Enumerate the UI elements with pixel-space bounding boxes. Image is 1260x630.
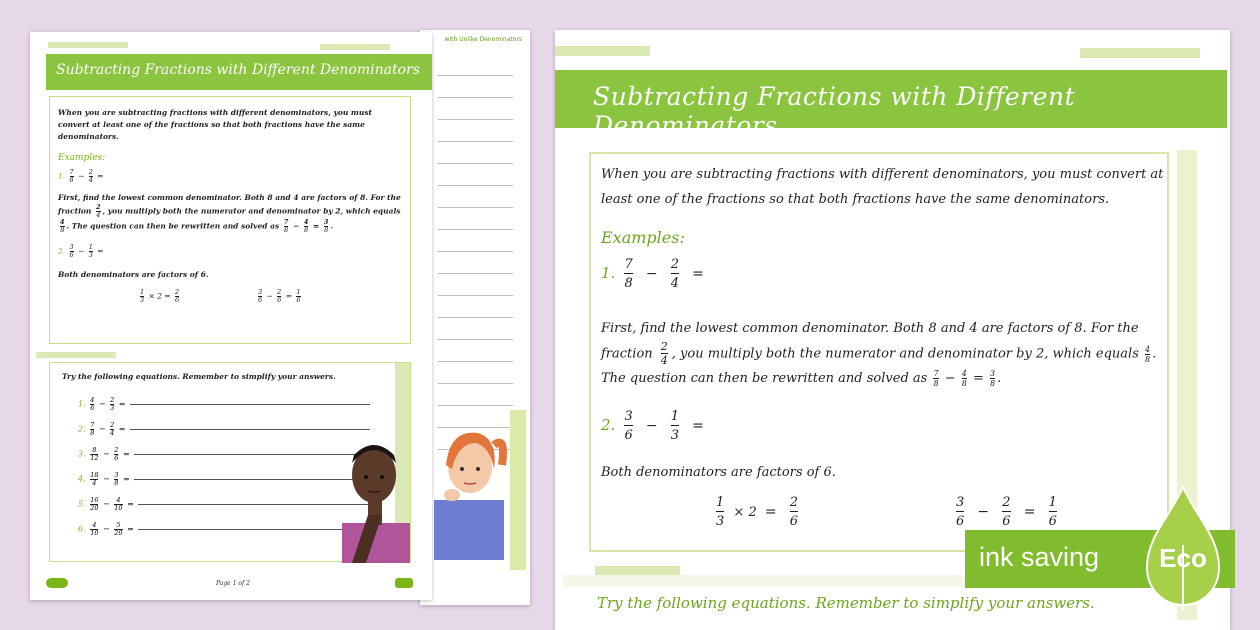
answer-line [438, 273, 513, 274]
large-worked-equation-2: $\frac{3}{6}$ − $\frac{2}{6}$ = $\frac{1}{6}$ [956, 495, 1057, 529]
small-try-text: Try the following equations. Remember to simplify your answers. [62, 372, 336, 381]
answer-line [438, 405, 513, 406]
answer-line [438, 97, 513, 98]
small-intro: When you are subtracting fractions with different denominators, you must convert at least one of the fractions so that both fractions have the same denominators. [58, 108, 373, 141]
large-fraction: $\frac{2}{4}$ [670, 257, 680, 291]
answer-line [438, 185, 513, 186]
large-worked-equation-1: $\frac{1}{3}$ × $2 = \frac{2}{6}$ [716, 495, 799, 529]
large-title-bar [555, 70, 1227, 140]
small-fraction: $\frac{4}{8}$ [60, 218, 65, 234]
large-fraction: $\frac{7}{8}$ [624, 257, 633, 291]
small-ex1-num: 1. [58, 171, 66, 181]
answer-line [438, 361, 513, 362]
exercise-row: 3. $\frac{8}{12}$ − $\frac{2}{6}$ = [78, 447, 374, 462]
large-try-text: Try the following equations. Remember to simplify your answers. [597, 594, 1095, 612]
answer-line[interactable] [130, 404, 370, 405]
large-intro-line-1: When you are subtracting fractions with different denominators, you must convert at [601, 167, 1164, 182]
footer-badge-icon [395, 578, 413, 588]
answer-line [438, 75, 513, 76]
small-example-2: 2. $\frac{3}{6}$ − $\frac{1}{3}$ = [58, 243, 104, 259]
answer-line [438, 207, 513, 208]
ink-saving-label: ink saving [979, 542, 1100, 572]
back-sheet-header: with Unlike Denominators [444, 36, 522, 43]
small-fraction: $\frac{4}{8}$ [303, 218, 309, 234]
eco-ink-saving-badge [965, 485, 1235, 625]
answer-line [438, 119, 513, 120]
answer-line [438, 229, 513, 230]
back-sheet-deco [510, 410, 526, 570]
large-both-text: Both denominators are factors of 6. [601, 465, 836, 480]
answer-line [438, 295, 513, 296]
large-fraction: $\frac{7}{8}$ [933, 369, 939, 388]
large-deco-tab [555, 46, 650, 56]
small-fraction: $\frac{7}{8}$ [69, 168, 74, 184]
large-deco-tab [1080, 48, 1200, 58]
exercise-row: 6. $\frac{4}{10}$ − $\frac{5}{20}$ = [78, 522, 378, 537]
large-fraction: $\frac{2}{4}$ [660, 340, 668, 367]
large-title: Subtracting Fractions with Different Denominators [593, 82, 1076, 140]
large-fraction: $\frac{4}{8}$ [1145, 344, 1151, 364]
large-examples-label: Examples: [601, 228, 685, 247]
small-deco-tab [320, 44, 390, 50]
eco-label: Eco [1159, 543, 1207, 573]
small-fraction: $\frac{2}{4}$ [96, 203, 101, 219]
small-worksheet-page [30, 32, 432, 600]
answer-line [438, 317, 513, 318]
small-example-1: 1. $\frac{7}{8}$ − $\frac{2}{4}$ = [58, 168, 104, 184]
small-explanation: First, find the lowest common denominator. Both 8 and 4 are factors of 8. For the fraction $\frac{2}{4}$ , you multiply both the numerator and denominator by 2, which equals $\frac{4}{8}$ . The question can then be rewritten and solved as $\frac{7}{8}$ − $\frac{4}{8}$ = $\frac{3}{8}$ . [58, 193, 401, 234]
small-deco-tab [48, 42, 128, 48]
small-fraction: $\frac{3}{6}$ [69, 243, 74, 259]
small-exercise-box [49, 362, 411, 562]
small-fraction: $\frac{3}{8}$ [323, 218, 329, 234]
answer-line [438, 251, 513, 252]
large-fraction: $\frac{1}{3}$ [670, 409, 680, 443]
small-fraction: $\frac{2}{4}$ [88, 168, 93, 184]
student-illustration [338, 433, 410, 563]
exercise-row: 2. $\frac{7}{8}$ − $\frac{2}{4}$ = [78, 422, 370, 437]
answer-line [438, 163, 513, 164]
large-example-2: 2. $\frac{3}{6}$ − $\frac{1}{3}$ = [601, 409, 704, 443]
answer-line [438, 339, 513, 340]
large-ex1-num: 1. [601, 264, 616, 282]
small-title-bar [46, 54, 432, 90]
small-deco-strip [36, 352, 116, 358]
large-explain-line-3: The question can then be rewritten and solved as $\frac{7}{8}$ − $\frac{4}{8}$ = $\frac{3}{8}$ . [601, 369, 1002, 388]
large-fraction: $\frac{4}{8}$ [961, 369, 967, 388]
page-number: Page 1 of 2 [216, 580, 250, 587]
small-examples-label: Examples: [58, 153, 106, 163]
small-instructions-box [49, 96, 411, 344]
large-example-1: 1. $\frac{7}{8}$ − $\frac{2}{4}$ = [601, 257, 704, 291]
small-title: Subtracting Fractions with Different Denominators [56, 62, 420, 78]
large-explain-line-1: First, find the lowest common denominator. Both 8 and 4 are factors of 8. For the [601, 321, 1139, 336]
exercise-row: 4. $\frac{18}{4}$ − $\frac{3}{8}$ = [78, 472, 374, 487]
twinkl-logo [46, 578, 68, 588]
small-footer [30, 570, 432, 600]
exercise-row: 5. $\frac{16}{20}$ − $\frac{4}{10}$ = [78, 497, 378, 512]
answer-line [438, 141, 513, 142]
answer-line[interactable] [130, 429, 370, 430]
large-ex2-num: 2. [601, 416, 616, 434]
large-explain-line-2: fraction $\frac{2}{4}$ , you multiply both the numerator and denominator by 2, which equals $\frac{4}{8}$ . [601, 340, 1157, 367]
small-fraction: $\frac{7}{8}$ [283, 218, 289, 234]
small-both-text: Both denominators are factors of 6. [58, 270, 209, 279]
exercise-row: 1. $\frac{4}{6}$ − $\frac{2}{3}$ = [78, 397, 370, 412]
answer-line [438, 383, 513, 384]
large-fraction: $\frac{3}{8}$ [990, 369, 996, 388]
large-fraction: $\frac{3}{6}$ [624, 409, 633, 443]
large-intro-line-2: least one of the fractions so that both fractions have the same denominators. [601, 192, 1110, 207]
girl-illustration [432, 425, 507, 560]
small-fraction: $\frac{1}{3}$ [88, 243, 93, 259]
small-worked-equations: $\frac{1}{3}$ × $2 = \frac{2}{6}$ $\frac{3}{6}$ − $\frac{2}{6}$ = $\frac{1}{6}$ [140, 288, 301, 304]
